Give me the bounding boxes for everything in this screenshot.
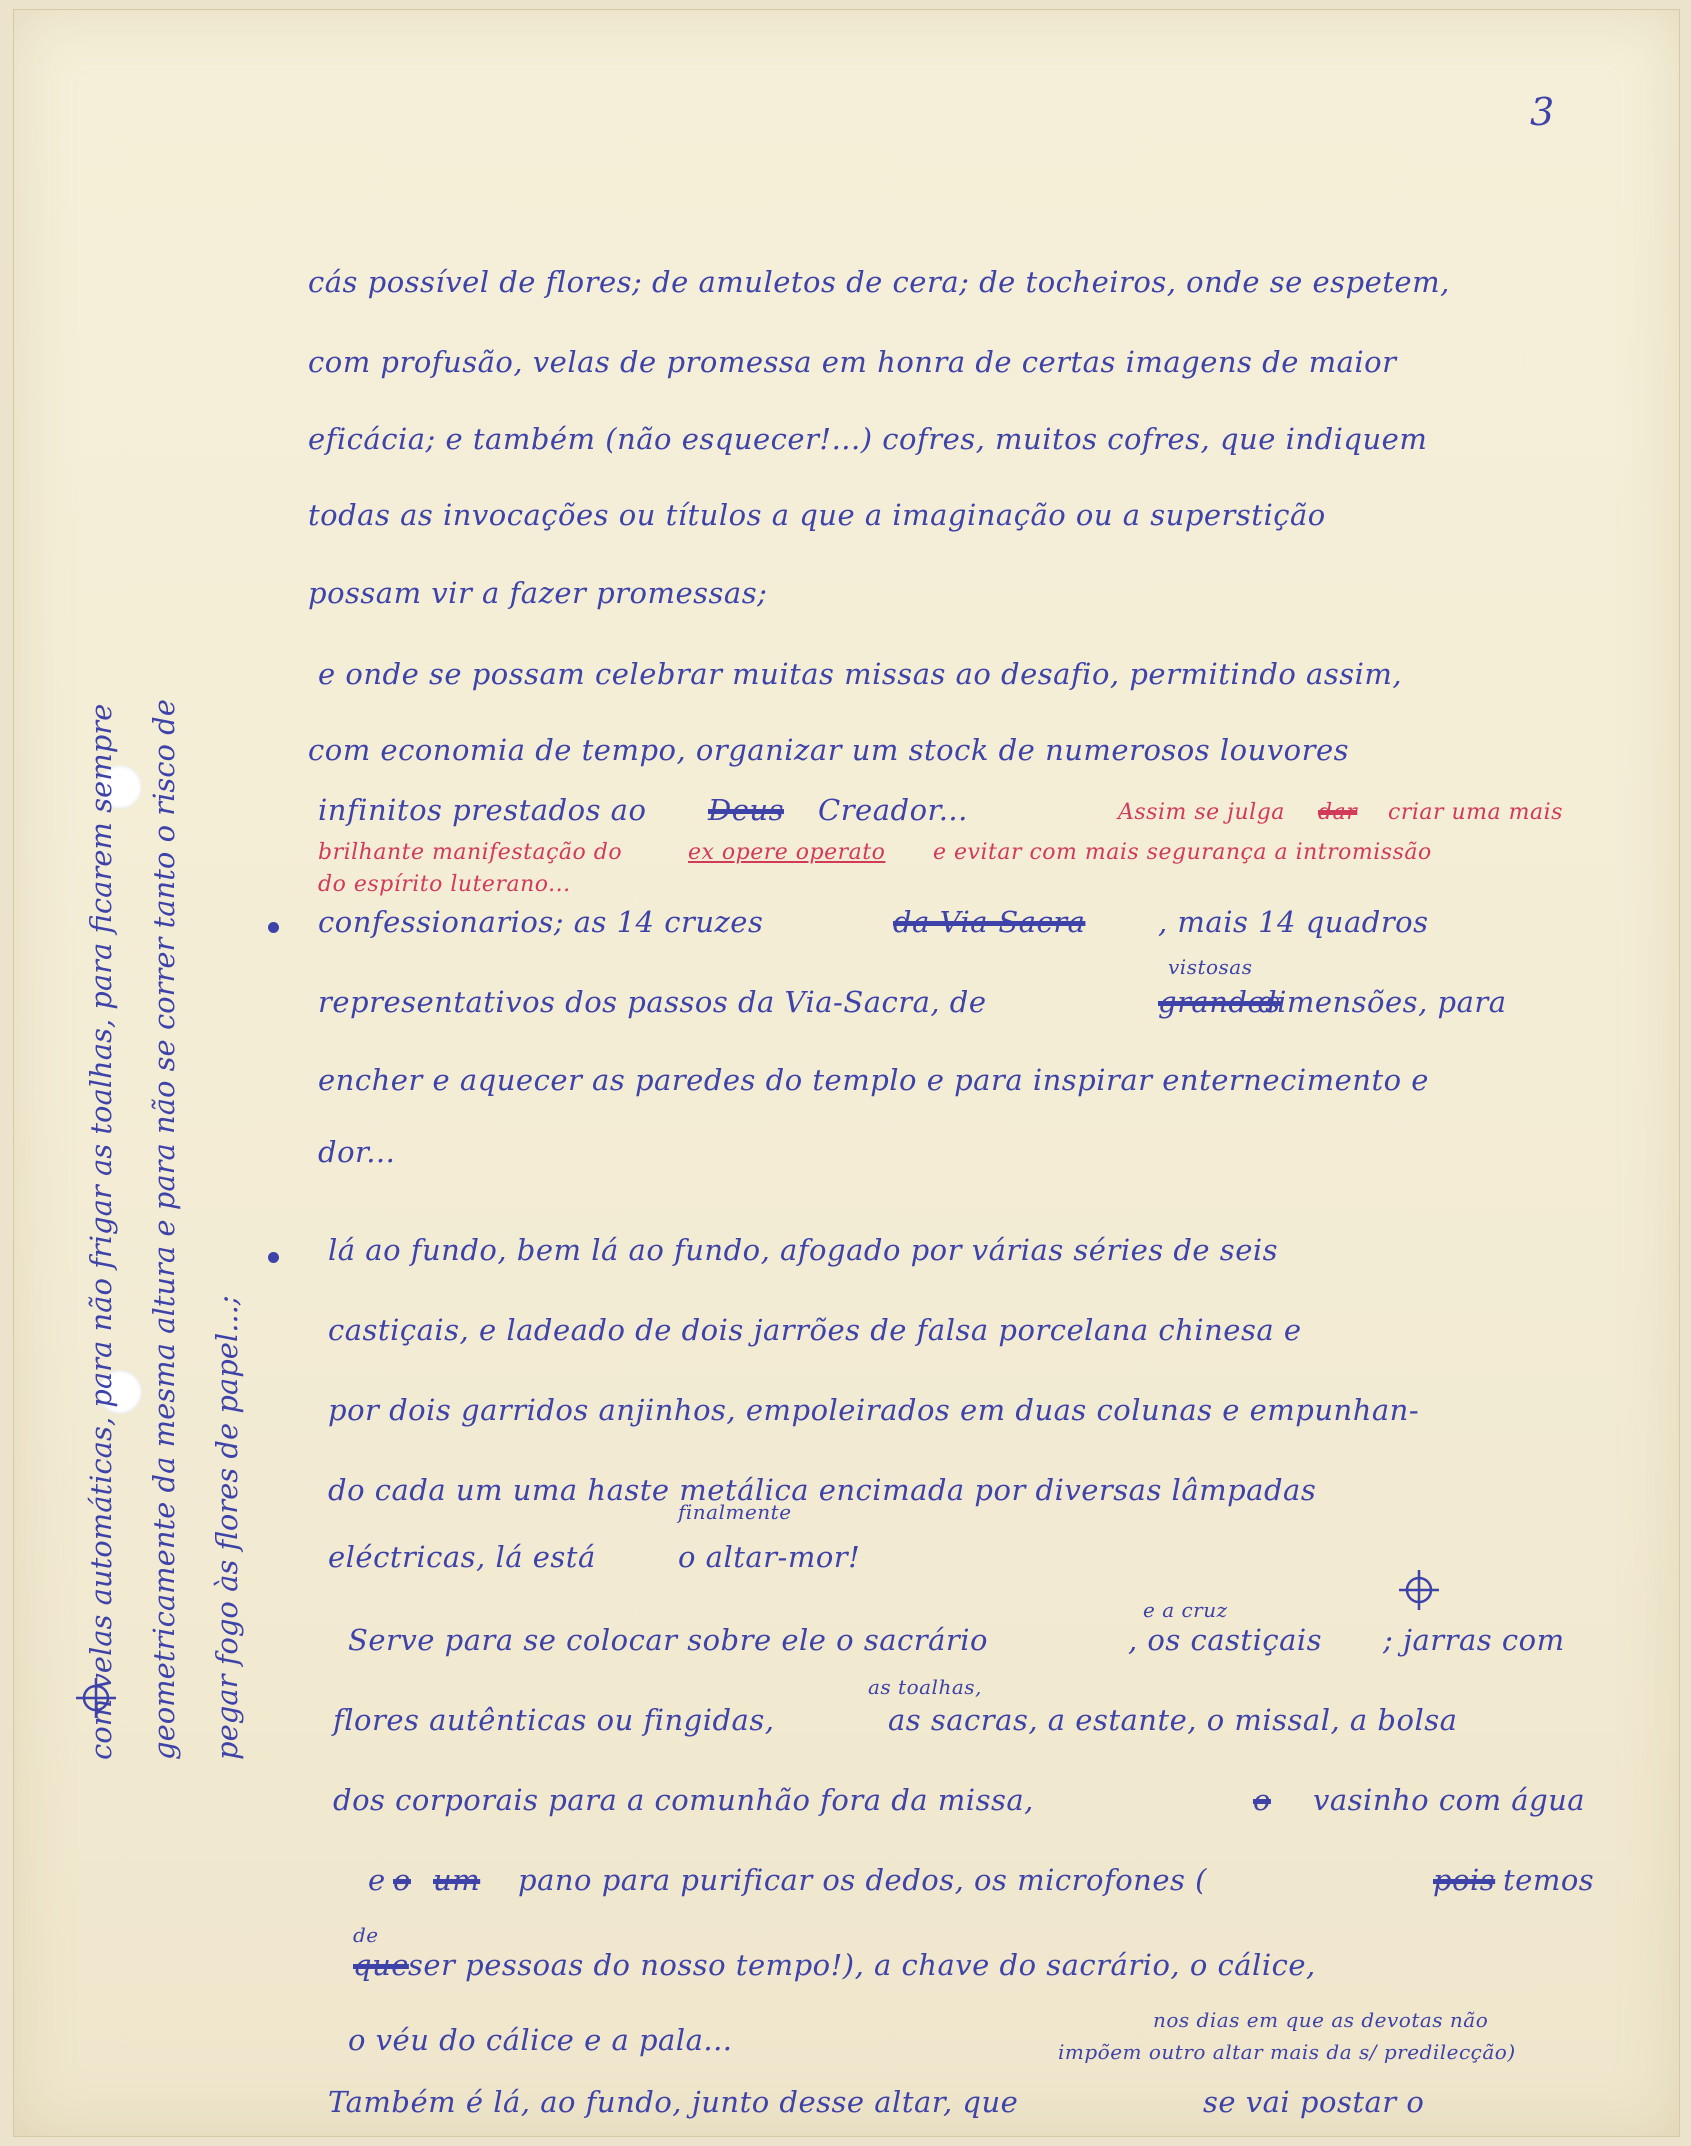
bullet-point (268, 1252, 279, 1263)
insertion: e a cruz (1143, 1598, 1228, 1622)
manuscript-line: o véu do cálice e a pala... (348, 2023, 733, 2057)
struck-word: que (353, 1948, 409, 1982)
margin-note-line: pegar fogo às flores de papel...; (210, 1295, 244, 1760)
manuscript-line: as sacras, a estante, o missal, a bolsa (888, 1703, 1458, 1737)
struck-word: um (433, 1863, 481, 1897)
manuscript-line: por dois garridos anjinhos, empoleirados em duas colunas e empunhan- (328, 1393, 1420, 1427)
red-note: brilhante manifestação do (318, 840, 623, 865)
insertion: as toalhas, (868, 1675, 982, 1699)
manuscript-line: e onde se possam celebrar muitas missas ao desafio, permitindo assim, (318, 657, 1403, 691)
manuscript-line: eléctricas, lá está (328, 1540, 596, 1574)
manuscript-line: pano para purificar os dedos, os microfones ( (518, 1863, 1207, 1897)
manuscript-line: todas as invocações ou títulos a que a imaginação ou a superstição (308, 498, 1326, 532)
manuscript-line: ; jarras com (1383, 1623, 1565, 1657)
bullet-point (268, 922, 279, 933)
manuscript-line: com economia de tempo, organizar um stock de numerosos louvores (308, 733, 1350, 767)
margin-crosshair-mark-icon (74, 1676, 118, 1720)
manuscript-line: ser pessoas do nosso tempo!), a chave do sacrário, o cálice, (408, 1948, 1316, 1982)
margin-note-line: com velas automáticas, para não frigar as toalhas, para ficarem sempre (84, 703, 118, 1760)
manuscript-line: Serve para se colocar sobre ele o sacrário (348, 1623, 988, 1657)
manuscript-line: , mais 14 quadros (1158, 905, 1429, 939)
struck-word: pois (1433, 1863, 1496, 1897)
struck-word: o (1253, 1783, 1271, 1817)
struck-word: o (393, 1863, 411, 1897)
red-note: do espírito luterano... (318, 872, 571, 897)
struck-word: grandes (1158, 985, 1281, 1019)
struck-word: Deus (708, 793, 784, 827)
manuscript-line: e (368, 1863, 386, 1897)
page-number: 3 (1530, 90, 1555, 134)
red-note: criar uma mais (1388, 800, 1563, 825)
insertion: de (353, 1923, 379, 1947)
manuscript-line: possam vir a fazer promessas; (308, 576, 768, 610)
annotation-right: impõem outro altar mais da s/ predilecção) (1058, 2040, 1516, 2064)
manuscript-line: o altar-mor! (678, 1540, 861, 1574)
annotation-right: nos dias em que as devotas não (1153, 2008, 1489, 2032)
manuscript-line: do cada um uma haste metálica encimada por diversas lâmpadas (328, 1473, 1317, 1507)
red-note: e evitar com mais segurança a intromissão (933, 840, 1432, 865)
insertion: finalmente (678, 1500, 792, 1524)
red-note: Assim se julga (1118, 800, 1285, 825)
margin-note (70, 260, 260, 1760)
manuscript-line: se vai postar o (1203, 2085, 1425, 2119)
manuscript-line: castiçais, e ladeado de dois jarrões de falsa porcelana chinesa e (328, 1313, 1302, 1347)
manuscript-line: Creador... (818, 793, 968, 827)
manuscript-line: vasinho com água (1313, 1783, 1586, 1817)
manuscript-line: Também é lá, ao fundo, junto desse altar, que (328, 2085, 1019, 2119)
manuscript-line: dos corporais para a comunhão fora da missa, (333, 1783, 1034, 1817)
manuscript-line: infinitos prestados ao (318, 793, 647, 827)
manuscript-line: representativos dos passos da Via-Sacra, de (318, 985, 987, 1019)
manuscript-line: encher e aquecer as paredes do templo e para inspirar enternecimento e (318, 1063, 1429, 1097)
manuscript-line: dimensões, para (1258, 985, 1507, 1019)
struck-word: da Via-Sacra (893, 905, 1086, 939)
margin-note-line: geometricamente da mesma altura e para não se correr tanto o risco de (147, 699, 181, 1760)
manuscript-line: cás possível de flores; de amuletos de cera; de tocheiros, onde se espetem, (308, 265, 1450, 299)
crosshair-mark-icon (1397, 1568, 1441, 1612)
red-struck-word: dar (1318, 800, 1358, 825)
manuscript-line: lá ao fundo, bem lá ao fundo, afogado por várias séries de seis (328, 1233, 1279, 1267)
manuscript-line: temos (1503, 1863, 1595, 1897)
manuscript-line: , os castiçais (1128, 1623, 1323, 1657)
manuscript-line: flores autênticas ou fingidas, (333, 1703, 775, 1737)
manuscript-line: com profusão, velas de promessa em honra de certas imagens de maior (308, 345, 1397, 379)
manuscript-line: dor... (318, 1135, 396, 1169)
manuscript-line: confessionarios; as 14 cruzes (318, 905, 764, 939)
insertion: vistosas (1168, 955, 1253, 979)
red-note-underlined: ex opere operato (688, 840, 886, 865)
manuscript-line: eficácia; e também (não esquecer!...) cofres, muitos cofres, que indiquem (308, 422, 1428, 456)
